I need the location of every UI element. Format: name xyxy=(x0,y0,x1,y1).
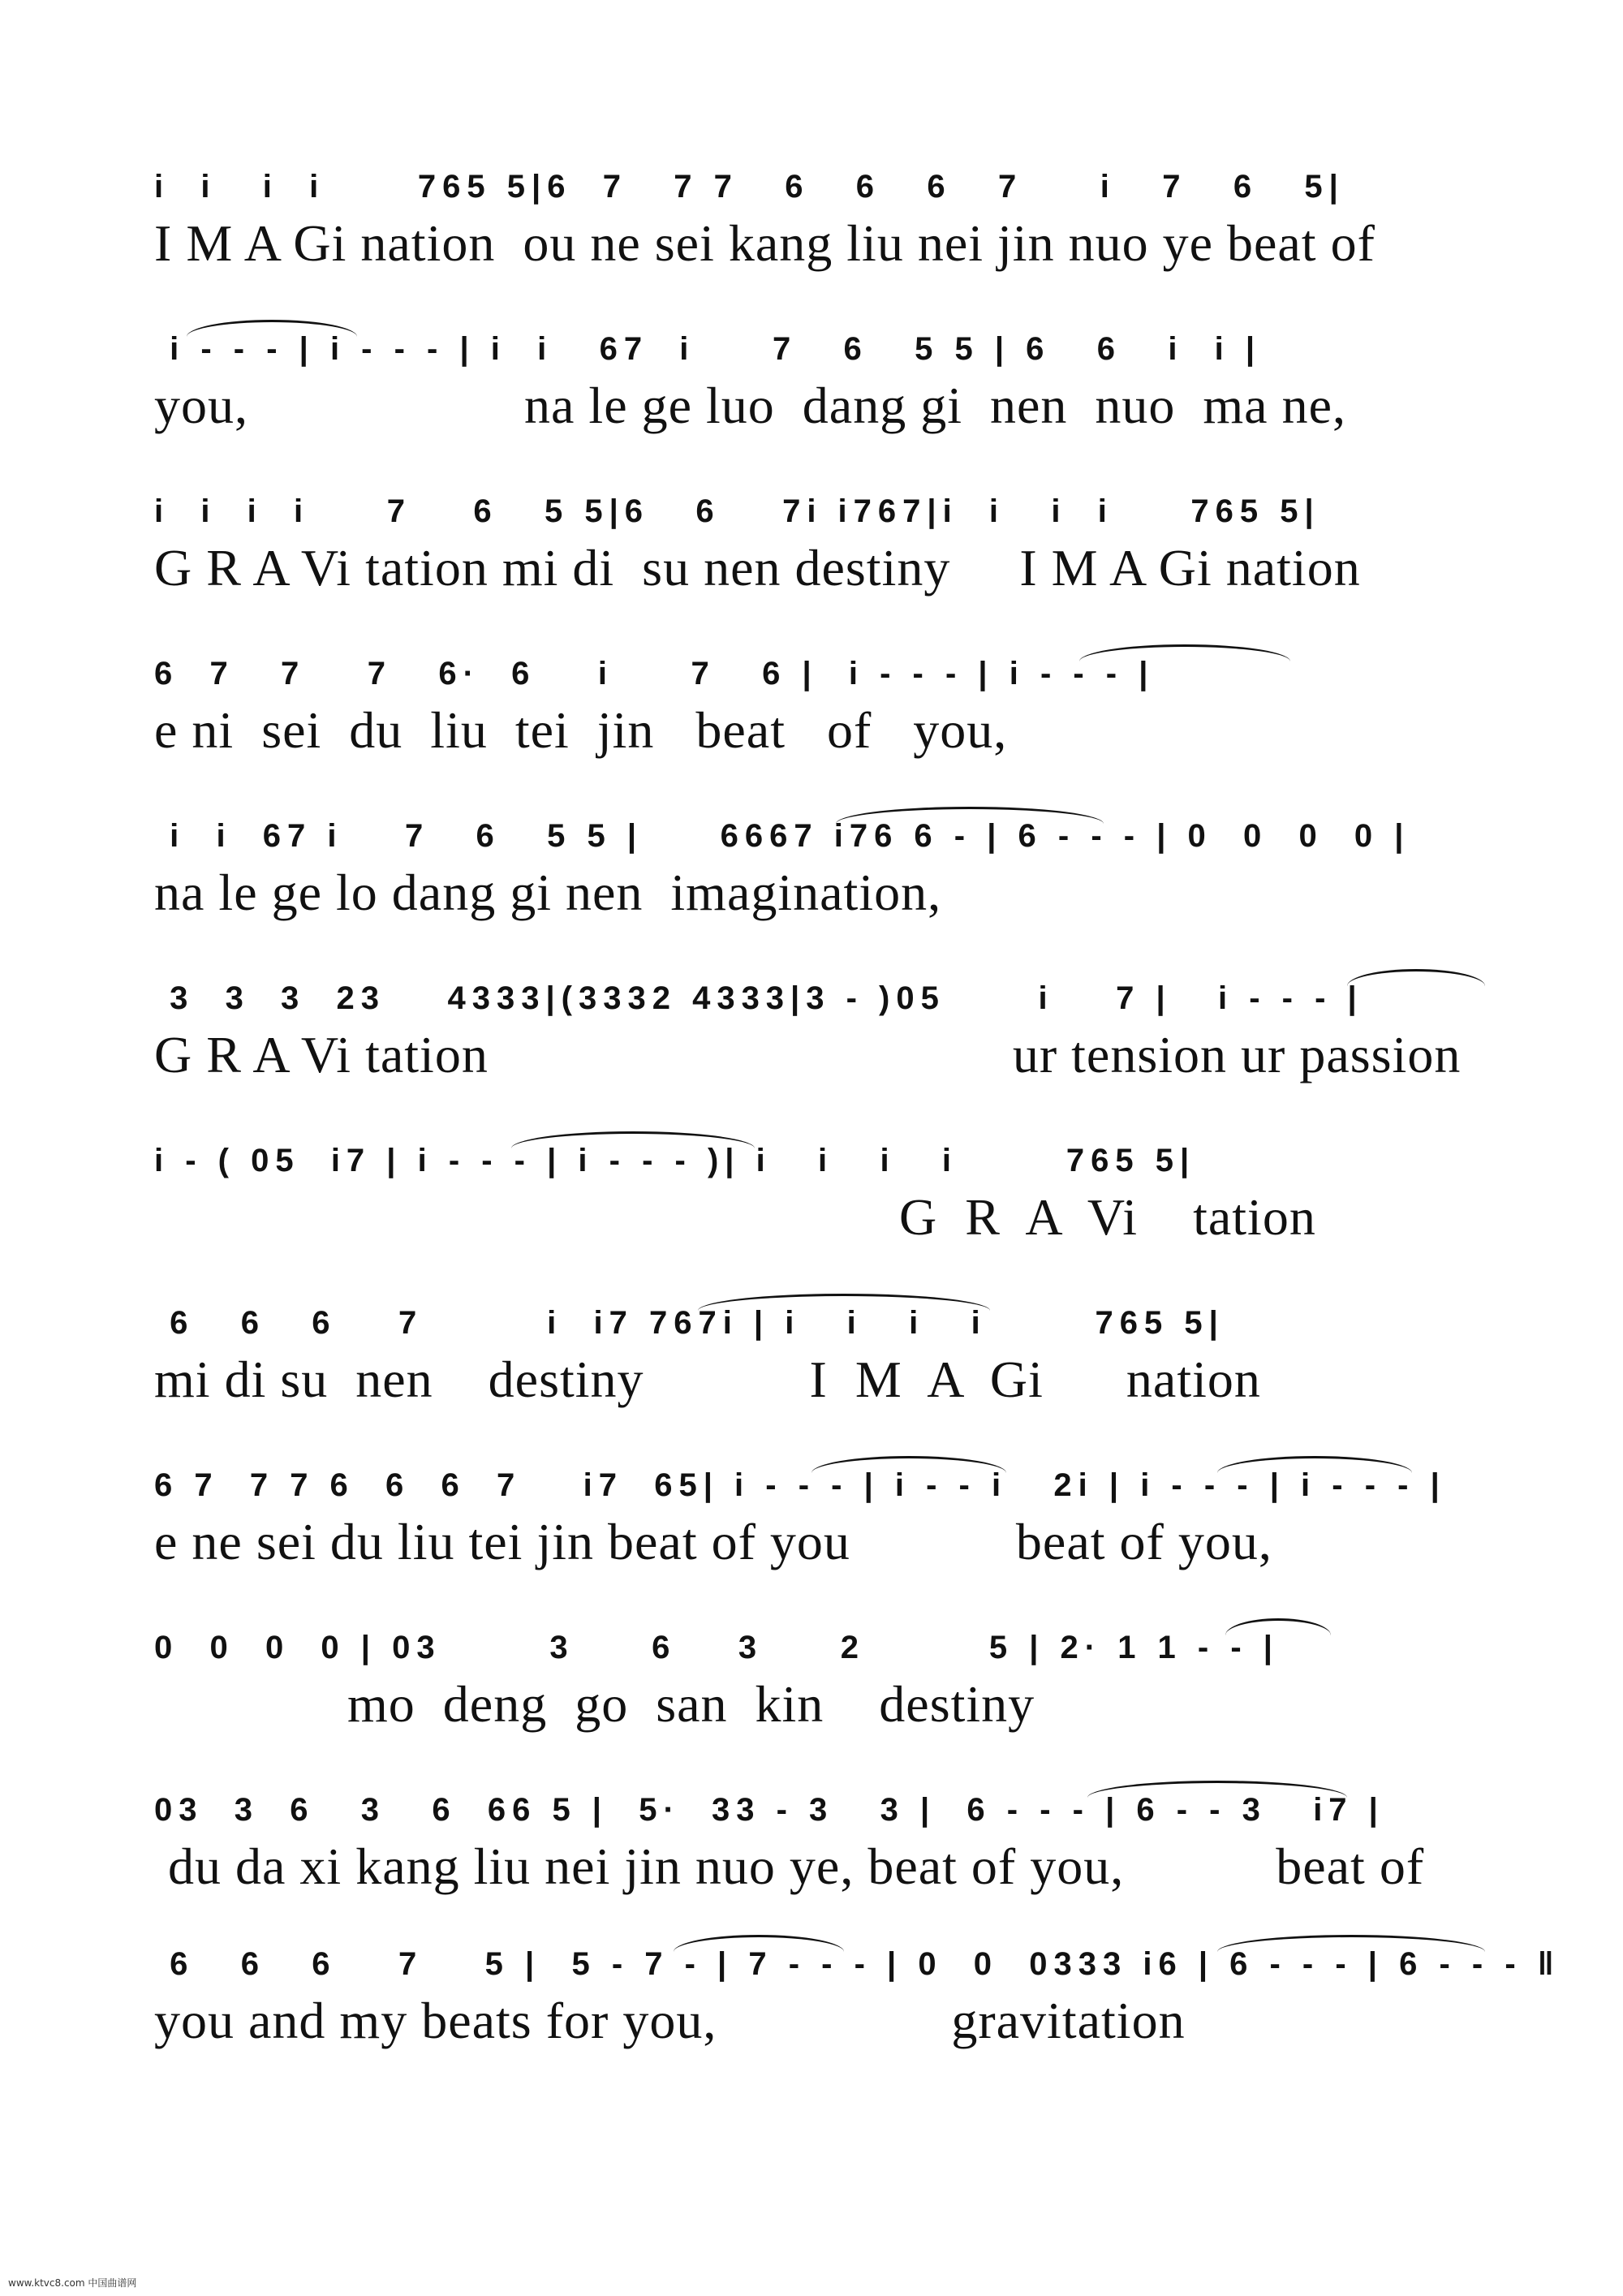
lyric-line: mi di su nen destiny I M A Gi nation xyxy=(154,1350,1261,1408)
lyric-line: you, na le ge luo dang gi nen nuo ma ne, xyxy=(154,377,1346,434)
system-10 xyxy=(154,1623,1485,1737)
system-3 xyxy=(154,487,1485,601)
system-8 xyxy=(154,1299,1485,1412)
notation-line: i - - - | i - - - | i i 67 i 7 6 5 5 | 6 6 i i | xyxy=(154,331,1262,367)
lyric-line: you and my beats for you, gravitation xyxy=(154,1992,1186,2049)
system-1 xyxy=(154,162,1485,276)
notation-line: 6 7 7 7 6 6 6 7 i7 65| i - - - | i - - i 2i | i - - - | i - - - | xyxy=(154,1467,1446,1503)
notation-line: i - ( 05 i7 | i - - - | i - - - )| i i i i 765 5| xyxy=(154,1143,1196,1178)
system-5 xyxy=(154,812,1485,925)
lyric-line: e ne sei du liu tei jin beat of you beat of you, xyxy=(154,1513,1272,1570)
lyric-line: du da xi kang liu nei jin nuo ye, beat of you, beat of xyxy=(154,1837,1425,1895)
lyric-line: na le ge lo dang gi nen imagination, xyxy=(154,864,942,921)
system-2 xyxy=(154,325,1485,438)
lyric-line: G R A Vi tation ur tension ur passion xyxy=(154,1026,1462,1083)
notation-line: 0 0 0 0 | 03 3 6 3 2 5 | 2· 1 1 - - | xyxy=(154,1630,1279,1665)
system-11 xyxy=(154,1786,1485,1899)
notation-line: i i i i 765 5|6 7 7 7 6 6 6 7 i 7 6 5| xyxy=(154,169,1345,205)
system-7 xyxy=(154,1136,1485,1250)
notation-line: 03 3 6 3 6 66 5 | 5· 33 - 3 3 | 6 - - - | 6 - - 3 i7 | xyxy=(154,1792,1384,1828)
lyric-line: e ni sei du liu tei jin beat of you, xyxy=(154,701,1008,759)
system-4 xyxy=(154,649,1485,763)
lyric-line: G R A Vi tation mi di su nen destiny I M A Gi nation xyxy=(154,539,1361,597)
notation-line: 3 3 3 23 4333|(3332 4333|3 - )05 i 7 | i - - - | xyxy=(154,980,1363,1016)
system-9 xyxy=(154,1461,1485,1574)
notation-line: i i 67 i 7 6 5 5 | 6667 i76 6 - | 6 - - - | 0 0 0 0 | xyxy=(154,818,1410,854)
notation-line: 6 6 6 7 5 | 5 - 7 - | 7 - - - | 0 0 0333 i6 | 6 - - - | 6 - - - ‖ xyxy=(154,1946,1561,1982)
notation-line: 6 6 6 7 i i7 767i | i i i i 765 5| xyxy=(154,1305,1225,1341)
lyric-line: I M A Gi nation ou ne sei kang liu nei jin nuo ye beat of xyxy=(154,214,1375,272)
system-6 xyxy=(154,974,1485,1088)
lyric-line: mo deng go san kin destiny xyxy=(154,1675,1035,1733)
footer-watermark: www.ktvc8.com 中国曲谱网 xyxy=(8,2277,137,2289)
notation-line: 6 7 7 7 6· 6 i 7 6 | i - - - | i - - - | xyxy=(154,656,1155,691)
notation-line: i i i i 7 6 5 5|6 6 7i i767|i i i i 765 5| xyxy=(154,493,1320,529)
system-12 xyxy=(154,1940,1561,2053)
lyric-line: G R A Vi tation xyxy=(154,1188,1316,1246)
